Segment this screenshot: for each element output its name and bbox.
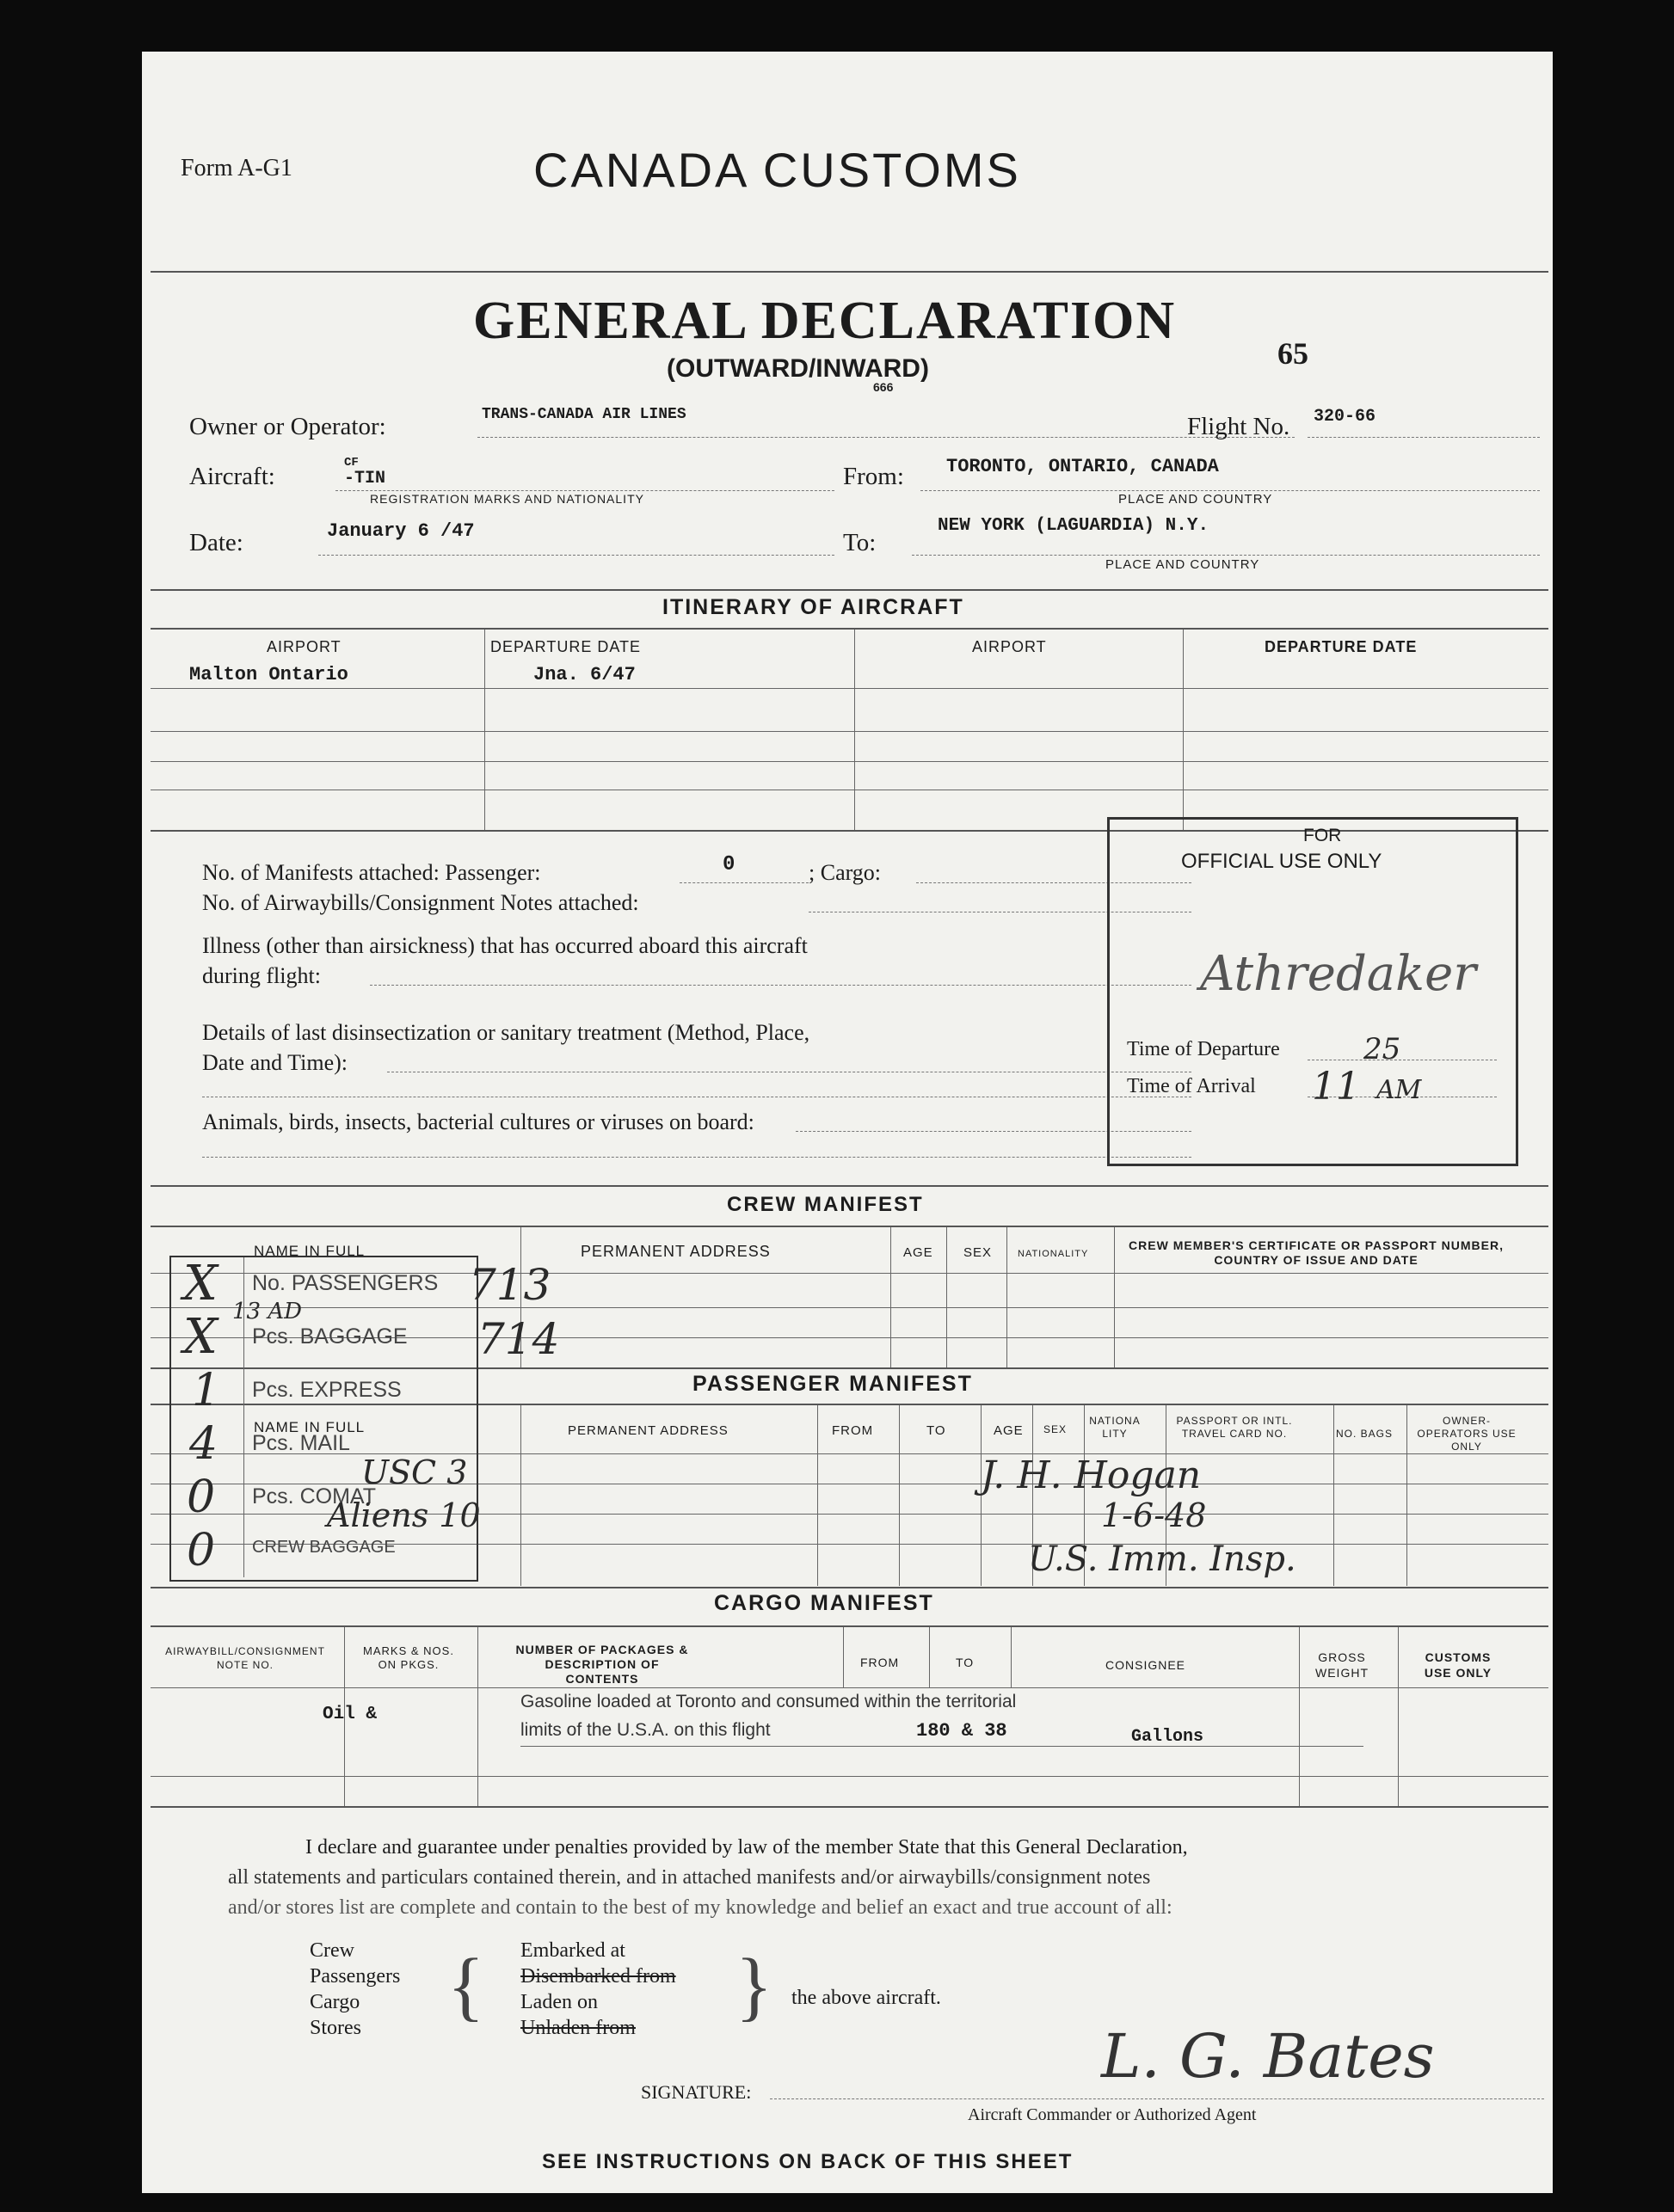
passenger-header-address: PERMANENT ADDRESS: [568, 1423, 729, 1438]
page-number: 65: [1277, 336, 1308, 371]
column-divider: [890, 1227, 891, 1369]
cargo-quantity: 180 & 38: [916, 1720, 1007, 1742]
owner-line: [477, 437, 1295, 438]
date-value: January 6 /47: [327, 520, 475, 542]
rule: [151, 1587, 1548, 1588]
declaration-text-3: and/or stores list are complete and contain to the best of my knowledge and belief an exact and true account of all:: [228, 1896, 1172, 1919]
brace-right: }: [735, 1944, 773, 2029]
passenger-header-bags: NO. BAGS: [1336, 1428, 1394, 1440]
list-crew: Crew: [310, 1939, 354, 1962]
airwaybills-label: No. of Airwaybills/Consignment Notes attached:: [202, 890, 639, 915]
rule: [151, 1226, 1548, 1227]
itinerary-header-date-2: DEPARTURE DATE: [1265, 638, 1418, 655]
form-number: Form A-G1: [181, 155, 292, 181]
fill-line: [680, 882, 809, 883]
from-caption: PLACE AND COUNTRY: [1118, 492, 1273, 507]
footer-instructions: SEE INSTRUCTIONS ON BACK OF THIS SHEET: [542, 2150, 1074, 2173]
disinsect-label: Details of last disinsectization or sanitary treatment (Method, Place,: [202, 1020, 810, 1045]
arrival-label: Time of Arrival: [1127, 1075, 1256, 1097]
commander-label: Aircraft Commander or Authorized Agent: [968, 2105, 1257, 2124]
itinerary-date-value: Jna. 6/47: [533, 664, 636, 685]
stamp-label: No. PASSENGERS: [252, 1271, 439, 1295]
list-stores: Stores: [310, 2017, 361, 2039]
passenger-header-age: AGE: [994, 1423, 1024, 1438]
fill-line: [202, 1157, 1191, 1158]
column-divider: [1406, 1405, 1407, 1586]
column-divider: [1006, 1227, 1007, 1369]
flight-value: 320-66: [1314, 407, 1376, 427]
fill-line: [370, 985, 1191, 986]
flight-line: [1308, 437, 1540, 438]
manifests-label: No. of Manifests attached: Passenger:: [202, 860, 541, 885]
row-line: [151, 761, 1548, 762]
passenger-manifest-title: PASSENGER MANIFEST: [692, 1372, 973, 1396]
official-title-1: FOR: [1303, 826, 1342, 845]
list-cargo: Cargo: [310, 1991, 360, 2013]
from-value: TORONTO, ONTARIO, CANADA: [946, 456, 1219, 477]
cargo-marks-value: Oil &: [323, 1705, 378, 1724]
column-divider: [1333, 1405, 1334, 1586]
itinerary-header-airport-1: AIRPORT: [267, 638, 342, 655]
passenger-header-owner: OWNER-OPERATORS USE ONLY: [1417, 1415, 1517, 1453]
cargo-header-marks: MARKS & NOS. ON PKGS.: [363, 1644, 454, 1671]
from-line: [920, 490, 1540, 491]
stamp-mark: X: [183, 1256, 218, 1312]
crew-header-address: PERMANENT ADDRESS: [581, 1243, 771, 1260]
flight-label: Flight No.: [1187, 413, 1290, 440]
rule: [151, 1625, 1548, 1627]
to-label: To:: [843, 529, 877, 556]
stamp-note: USC 3: [361, 1453, 468, 1491]
disinsect-label-2: Date and Time):: [202, 1050, 348, 1075]
aircraft-value-top: CF: [344, 456, 359, 470]
owner-label: Owner or Operator:: [189, 413, 386, 440]
column-divider: [946, 1227, 947, 1369]
laden-label: Laden on: [520, 1991, 598, 2013]
signature-line: [770, 2098, 1544, 2099]
stamp-label: Pcs. MAIL: [252, 1431, 350, 1455]
crew-header-nationality: NATIONALITY: [1018, 1249, 1089, 1259]
document-page: [142, 52, 1553, 2193]
arrival-ampm: AM: [1376, 1075, 1422, 1105]
stamp-code: 714: [477, 1314, 560, 1364]
stamp-mark: 4: [189, 1418, 218, 1470]
cargo-description: Gasoline loaded at Toronto and consumed within the territorial: [520, 1692, 1017, 1711]
stamp-mark: 1: [192, 1365, 221, 1416]
illness-label-2: during flight:: [202, 963, 321, 988]
column-divider: [1114, 1227, 1115, 1369]
stamp-mark: X: [183, 1309, 218, 1365]
cargo-label: ; Cargo:: [809, 860, 882, 885]
itinerary-title: ITINERARY OF AIRCRAFT: [662, 595, 964, 619]
column-divider: [477, 1627, 478, 1808]
to-caption: PLACE AND COUNTRY: [1105, 557, 1260, 572]
cargo-unit: Gallons: [1131, 1727, 1204, 1747]
brace-left: {: [447, 1944, 485, 2029]
official-signature: Athredaker: [1200, 946, 1477, 1002]
animals-label: Animals, birds, insects, bacterial cultures or viruses on board:: [202, 1109, 754, 1134]
rule: [151, 628, 1548, 630]
rule: [151, 1185, 1548, 1187]
passenger-header-passport: PASSPORT OR INTL. TRAVEL CARD NO.: [1176, 1415, 1293, 1440]
page-title: GENERAL DECLARATION: [473, 292, 1177, 350]
embarked-label: Embarked at: [520, 1939, 625, 1962]
owner-value: TRANS-CANADA AIR LINES: [482, 406, 686, 423]
row-line: [520, 1746, 1363, 1747]
from-label: From:: [843, 463, 904, 490]
stamp-mark: 0: [187, 1525, 216, 1576]
row-line: [151, 1776, 1548, 1777]
column-divider: [843, 1627, 844, 1687]
passenger-header-sex: SEX: [1043, 1423, 1068, 1435]
date-line: [318, 555, 834, 556]
unladen-label: Unladen from: [520, 2017, 636, 2039]
agency-title: CANADA CUSTOMS: [533, 143, 1021, 197]
commander-signature: L. G. Bates: [1101, 2021, 1435, 2092]
passenger-header-to: TO: [926, 1423, 946, 1438]
itinerary-airport-value: Malton Ontario: [189, 664, 348, 685]
row-line: [151, 1687, 1548, 1688]
itinerary-header-airport-2: AIRPORT: [972, 638, 1047, 655]
passenger-count: 0: [723, 853, 735, 876]
cargo-header-customs: CUSTOMS USE ONLY: [1424, 1650, 1492, 1680]
row-line: [151, 688, 1548, 689]
cargo-header-description: NUMBER OF PACKAGES & DESCRIPTION OF CONTENTS: [515, 1643, 689, 1686]
to-line: [912, 555, 1540, 556]
rule: [151, 1806, 1548, 1808]
cargo-header-to: TO: [956, 1656, 975, 1669]
crew-header-sex: SEX: [963, 1245, 993, 1260]
column-divider: [929, 1627, 930, 1687]
arrival-time: 11: [1312, 1065, 1360, 1109]
stamp-note: 13 AD: [232, 1299, 302, 1324]
declaration-text: I declare and guarantee under penalties provided by law of the member State that this General Declaration,: [305, 1836, 1188, 1859]
signature-label: SIGNATURE:: [641, 2081, 752, 2103]
aircraft-value: -TIN: [344, 469, 386, 488]
row-line: [151, 731, 1548, 732]
disembarked-label: Disembarked from: [520, 1965, 676, 1988]
direction-note: 666: [873, 380, 894, 394]
arrival-time-minutes: 25: [1363, 1032, 1401, 1066]
to-value: NEW YORK (LAGUARDIA) N.Y.: [938, 516, 1209, 536]
aircraft-line: [335, 490, 834, 491]
stamp-label: Pcs. EXPRESS: [252, 1378, 402, 1402]
cargo-description-2: limits of the U.S.A. on this flight: [520, 1720, 771, 1740]
inspector-name: J. H. Hogan: [981, 1453, 1202, 1497]
cargo-header-consignee: CONSIGNEE: [1105, 1658, 1186, 1672]
crew-manifest-title: CREW MANIFEST: [727, 1193, 924, 1216]
stamp-code: 713: [469, 1260, 551, 1310]
passenger-header-name: NAME IN FULL: [254, 1419, 366, 1435]
stamp-label: CREW BAGGAGE: [252, 1538, 396, 1557]
above-aircraft: the above aircraft.: [791, 1987, 941, 2009]
illness-label: Illness (other than airsickness) that has occurred aboard this aircraft: [202, 933, 808, 958]
column-divider: [1011, 1627, 1012, 1687]
column-divider: [520, 1405, 521, 1586]
rule: [151, 589, 1548, 591]
column-divider: [817, 1405, 818, 1586]
crew-header-age: AGE: [903, 1245, 933, 1260]
stamp-label: Pcs. COMAT: [252, 1484, 376, 1508]
itinerary-header-date-1: DEPARTURE DATE: [490, 638, 642, 655]
column-divider: [1299, 1627, 1300, 1808]
cargo-header-weight: GROSS WEIGHT: [1315, 1650, 1369, 1680]
direction-label: (OUTWARD/INWARD): [667, 354, 929, 383]
cargo-header-from: FROM: [860, 1656, 900, 1669]
aircraft-caption: REGISTRATION MARKS AND NATIONALITY: [370, 492, 644, 506]
rule: [151, 271, 1548, 273]
declaration-text-2: all statements and particulars contained therein, and in attached manifests and/or airwaybills/consignment notes: [228, 1866, 1151, 1889]
column-divider: [1398, 1627, 1399, 1808]
inspector-title: U.S. Imm. Insp.: [1028, 1539, 1296, 1579]
inspector-date: 1-6-48: [1101, 1496, 1207, 1534]
stamp-mark: 0: [187, 1472, 216, 1523]
cargo-header-awb: AIRWAYBILL/CONSIGNMENT NOTE NO.: [165, 1645, 325, 1671]
passenger-header-nationality: NATIONALITY: [1089, 1415, 1141, 1440]
cargo-manifest-title: CARGO MANIFEST: [714, 1591, 934, 1615]
date-label: Date:: [189, 529, 243, 556]
crew-header-certificate: CREW MEMBER'S CERTIFICATE OR PASSPORT NUMBER, COUNTRY OF ISSUE AND DATE: [1129, 1238, 1504, 1267]
official-title-2: OFFICIAL USE ONLY: [1181, 850, 1382, 873]
aircraft-label: Aircraft:: [189, 463, 275, 490]
departure-label: Time of Departure: [1127, 1038, 1280, 1060]
stamp-label: Pcs. BAGGAGE: [252, 1324, 408, 1349]
passenger-header-from: FROM: [832, 1423, 874, 1438]
crew-header-name: NAME IN FULL: [254, 1243, 366, 1259]
column-divider: [899, 1405, 900, 1586]
stamp-note: Aliens 10: [327, 1496, 481, 1534]
list-passengers: Passengers: [310, 1965, 401, 1988]
